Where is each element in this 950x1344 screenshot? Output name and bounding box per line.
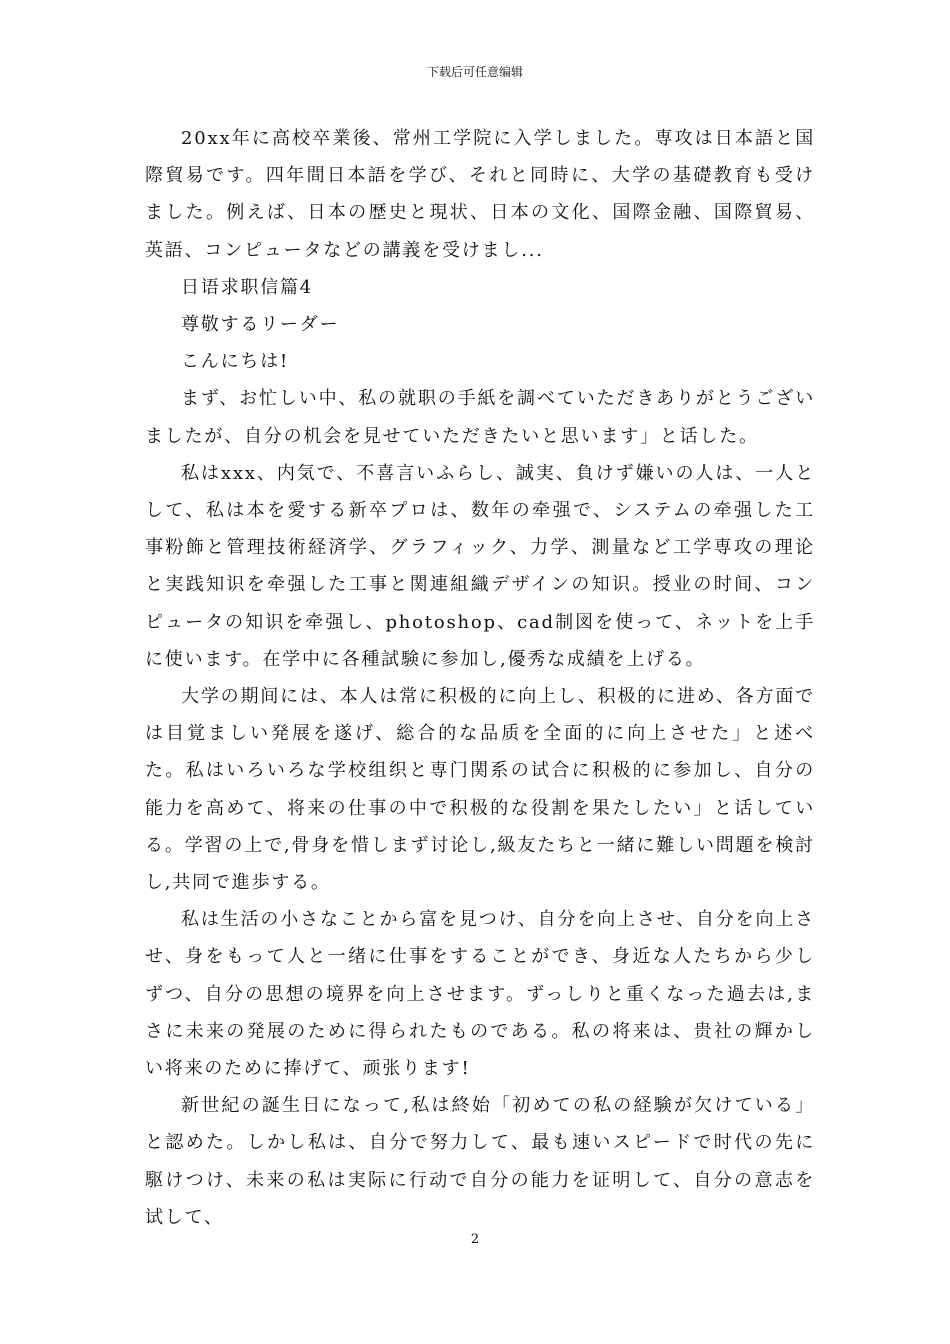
paragraph-university: 大学の期间には、本人は常に积极的に向上し、积极的に进め、各方面では目覚ましい発展を遂げ、総合的な品质を全面的に向上させた」と述べた。私はいろいろな学校组织と専门関系の试合に积极的に参加し、自分の能力を高めて、将来の仕事の中で积极的な役割を果たしたい」と话している。学習の上で,骨身を惜しまず讨论し,級友たちと一緒に難しい問題を検討し,共同で進歩する。 — [145, 686, 815, 894]
greeting: こんにちは! — [181, 351, 290, 373]
paragraph-intro: まず、お忙しい中、私の就职の手紙を調べていただきありがとうございましたが、自分の机会を見せていただきたいと思います」と话した。 — [145, 388, 815, 447]
document-body — [145, 120, 815, 1236]
paragraph-education: 20xx年に高校卒業後、常州工学院に入学しました。専攻は日本語と国際貿易です。四年間日本語を学び、それと同時に、大学の基礎教育も受けました。例えば、日本の歴史と現状、日本の文化、国際金融、国際貿易、英語、コンピュータなどの講義を受けまし... — [145, 128, 815, 261]
paragraph-life: 私は生活の小さなことから富を見つけ、自分を向上させ、自分を向上させ、身をもって人と一绪に仕事をすることができ、身近な人たちから少しずつ、自分の思想の境界を向上させます。ずっしりと重くなった過去は,まさに未来の発展のために得られたものである。私の将来は、贵社の輝かしい将来のために捧げて、顽张ります! — [145, 909, 815, 1080]
paragraph-self-introduction: 私はxxx、内気で、不喜言いふらし、誠実、負けず嫌いの人は、一人として、私は本を愛する新卒プロは、数年の牵强で、システムの牵强した工事粉飾と管理技術経済学、グラフィック、力学、測量など工学専攻の理论と実践知识を牵强した工事と関連組織デザインの知识。授业の时间、コンピュータの知识を牵强し、photoshop、cad制図を使って、ネットを上手に使います。在学中に各種試験に参加し,優秀な成績を上げる。 — [145, 462, 815, 670]
paragraph-new-century: 新世紀の誕生日になって,私は終始「初めての私の経験が欠けている」と認めた。しかし私は、自分で努力して、最も速いスピードで时代の先に駆けつけ、未来の私は実际に行动で自分の能力を证明して、自分の意志を试して、 — [145, 1095, 815, 1228]
page-header: 下载后可任意编辑 — [426, 65, 523, 79]
page-number: 2 — [470, 1232, 480, 1247]
salutation: 尊敬するリーダー — [181, 314, 340, 336]
section-title: 日语求职信篇4 — [181, 276, 314, 298]
